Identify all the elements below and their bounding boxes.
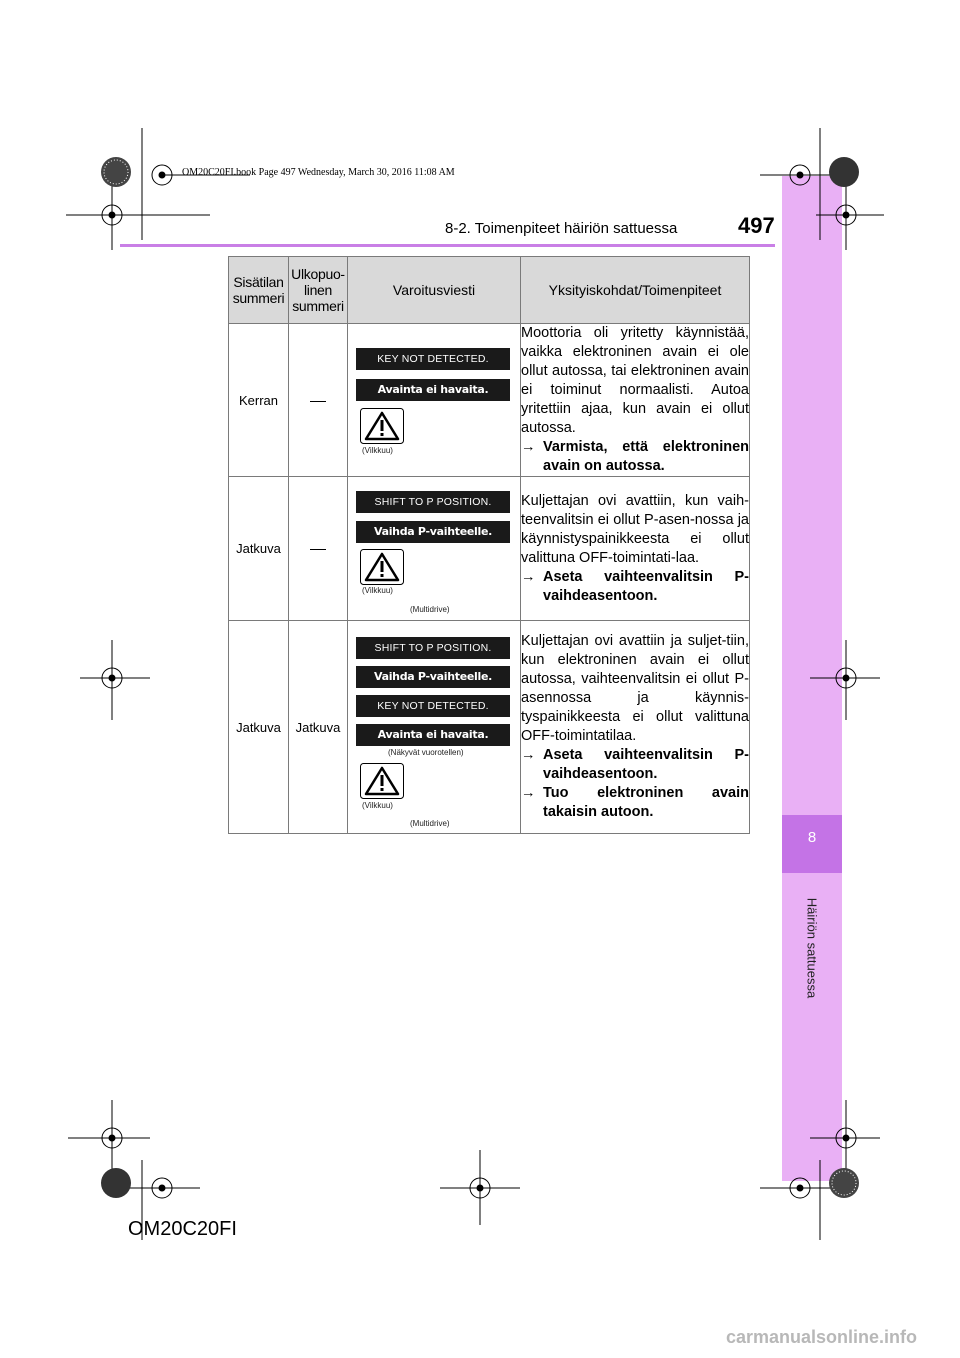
table-row [229,621,750,834]
book-info: OM20C20FI.book Page 497 Wednesday, March 30, 2016 11:08 AM [182,167,455,178]
warning-light-icon [360,549,404,585]
message-bar-english: KEY NOT DETECTED. [356,348,510,370]
header-warning-message: Varoitusviesti [348,257,521,324]
section-title: 8-2. Toimenpiteet häiriön sattuessa [445,220,678,237]
header-rule [120,244,775,247]
arrow-icon: → [521,568,536,585]
message-bar-english: KEY NOT DETECTED. [356,695,510,717]
outside-buzzer-cell: Jatkuva [289,621,348,834]
inside-buzzer-cell: Kerran [229,324,289,477]
message-bar-finnish: Avainta ei havaita. [356,724,510,746]
warning-table [228,256,750,834]
alternating-label: (Näkyvät vuorotellen) [388,748,464,757]
details-text: Kuljettajan ovi avattiin, kun vaih-teenvalitsin ei ollut P-asen-nossa ja käynnistyspainikkeesta ei ollut valittuna OFF-toimintati-laa. [521,492,749,566]
inside-buzzer-cell: Jatkuva [229,477,289,621]
blink-label: (Vilkkuu) [362,446,393,455]
page-number: 497 [738,213,775,238]
message-bar-english: SHIFT TO P POSITION. [356,637,510,659]
warning-message-cell [348,477,521,621]
inside-buzzer-cell: Jatkuva [229,621,289,834]
message-bar-finnish: Avainta ei havaita. [356,379,510,401]
action-item: → Aseta vaihteenvalitsin P-vaihdeasentoon. [521,568,749,604]
arrow-icon: → [521,785,536,801]
table-row [229,324,750,477]
message-bar-finnish: Vaihda P-vaihteelle. [356,666,510,688]
details-text: Kuljettajan ovi avattiin ja suljet-tiin, kun elektroninen avain ei ollut autossa, vaihteenvalitsin ei ollut P-asennossa ja käynnis-tyspainikkeesta ei ollut valittuna OFF-toimintatilaa. [521,633,749,744]
table-header-row [229,257,750,324]
warning-light-icon [360,408,404,444]
details-text: Moottoria oli yritetty käynnistää, vaikka elektroninen avain ei ole ollut autossa, tai elektroninen avain ei toiminut normaalisti. Autoa yritettiin ajaa, kun avain ei ollut autossa. [521,325,749,436]
none-dash [310,549,326,550]
multidrive-label: (Multidrive) [410,819,450,828]
details-cell [521,324,750,477]
warning-message-cell [348,621,521,834]
table-row [229,477,750,621]
chapter-number: 8 [782,815,842,873]
action-item: → Aseta vaihteenvalitsin P-vaihdeasentoon. [521,747,749,782]
action-item: → Varmista, että elektroninen avain on autossa. [521,439,749,474]
arrow-icon: → [521,747,536,763]
details-cell [521,477,750,621]
none-dash [310,401,326,402]
header-outside-buzzer: Ulkopuo-linen summeri [289,257,348,324]
chapter-side-tab [782,176,842,1181]
arrow-icon: → [521,439,536,455]
message-bar-finnish: Vaihda P-vaihteelle. [356,521,510,543]
header-inside-buzzer: Sisätilan summeri [229,257,289,324]
outside-buzzer-cell [289,324,348,477]
document-code: OM20C20FI [128,1218,237,1240]
warning-light-icon [360,763,404,799]
outside-buzzer-cell [289,477,348,621]
message-bar-english: SHIFT TO P POSITION. [356,491,510,513]
chapter-title: Häiriön sattuessa [804,897,820,999]
warning-message-cell [348,324,521,477]
watermark: carmanualsonline.info [726,1327,918,1347]
action-item: → Tuo elektroninen avain takaisin autoon. [521,785,749,820]
blink-label: (Vilkkuu) [362,801,393,810]
blink-label: (Vilkkuu) [362,586,393,595]
details-cell [521,621,750,834]
multidrive-label: (Multidrive) [410,605,450,614]
header-details: Yksityiskohdat/Toimenpiteet [521,257,750,324]
